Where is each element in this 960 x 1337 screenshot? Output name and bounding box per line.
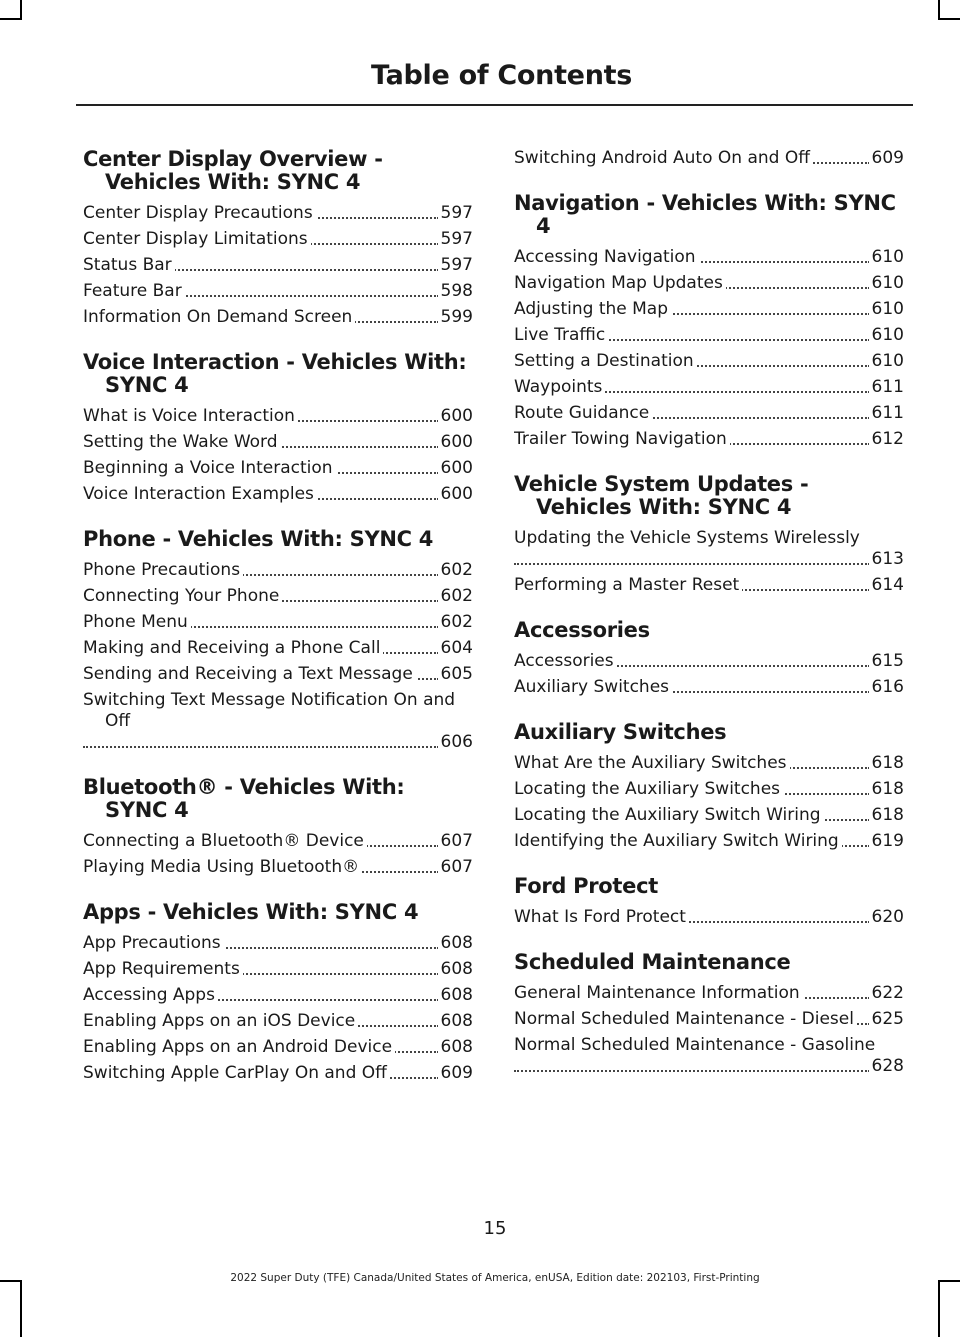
toc-entry[interactable] — [83, 458, 473, 479]
toc-entry[interactable] — [83, 831, 473, 852]
toc-entry[interactable] — [514, 377, 904, 398]
toc-entry-page: 597 — [438, 229, 473, 250]
toc-entry-label: Auxiliary Switches — [514, 677, 672, 697]
toc-entry-page: 610 — [869, 273, 904, 294]
toc-entry-label: Beginning a Voice Interaction — [83, 458, 336, 478]
toc-entry[interactable] — [514, 148, 904, 169]
dot-leader — [514, 561, 870, 565]
toc-entry[interactable] — [83, 203, 473, 224]
toc-entry-label: Center Display Limitations — [83, 229, 311, 249]
toc-entry-page: 628 — [869, 1056, 904, 1077]
section-title: Scheduled Maintenance — [514, 950, 791, 974]
toc-entry-page: 622 — [869, 983, 904, 1004]
toc-entry[interactable] — [83, 560, 473, 581]
toc-entry-page: 597 — [438, 255, 473, 276]
toc-entry[interactable] — [514, 351, 904, 372]
section-title: Voice Interaction - Vehicles With: SYNC 4 — [83, 350, 467, 397]
toc-entry-page: 609 — [438, 1063, 473, 1084]
toc-entry-label: App Precautions — [83, 933, 224, 953]
toc-entry-page: 608 — [438, 933, 473, 954]
crop-mark — [938, 1280, 940, 1337]
toc-entry[interactable] — [514, 805, 904, 826]
toc-entry-page: 618 — [869, 753, 904, 774]
toc-entry[interactable] — [514, 528, 904, 570]
crop-mark — [20, 1280, 22, 1337]
toc-entry-page: 600 — [438, 458, 473, 479]
section-title: Navigation - Vehicles With: SYNC 4 — [514, 191, 896, 238]
crop-mark — [20, 0, 22, 18]
toc-entry[interactable] — [514, 247, 904, 268]
toc-entry[interactable] — [83, 1063, 473, 1084]
toc-entry[interactable] — [83, 432, 473, 453]
toc-entry[interactable] — [83, 985, 473, 1006]
toc-entry-label: Connecting a Bluetooth® Device — [83, 831, 367, 851]
toc-section — [514, 192, 904, 450]
toc-entry-label: Trailer Towing Navigation — [514, 429, 730, 449]
toc-entry-label: Accessing Apps — [83, 985, 218, 1005]
toc-entry-label: Live Traffic — [514, 325, 608, 345]
toc-section — [514, 473, 904, 596]
toc-entry-page: 612 — [869, 429, 904, 450]
toc-entry-label: Route Guidance — [514, 403, 652, 423]
toc-section — [514, 148, 904, 169]
toc-entry-page: 600 — [438, 432, 473, 453]
toc-entry-page: 614 — [869, 575, 904, 596]
section-title: Center Display Overview - Vehicles With: SYNC 4 — [83, 147, 383, 194]
toc-entry-label: Connecting Your Phone — [83, 586, 282, 606]
toc-entry-label: Normal Scheduled Maintenance - Diesel — [514, 1009, 857, 1029]
toc-entry-label: Switching Apple CarPlay On and Off — [83, 1063, 390, 1083]
toc-entry-page: 618 — [869, 779, 904, 800]
toc-entry-page: 608 — [438, 959, 473, 980]
toc-right-column — [514, 148, 904, 1100]
toc-entry-page: 604 — [438, 638, 473, 659]
toc-section — [514, 951, 904, 1077]
crop-mark — [938, 18, 960, 20]
toc-entry-page: 599 — [438, 307, 473, 328]
toc-section — [83, 528, 473, 753]
toc-entry-label: Switching Text Message Notification On and Off — [83, 690, 456, 731]
toc-entry-page: 607 — [438, 857, 473, 878]
toc-section — [83, 776, 473, 878]
toc-entry-page: 610 — [869, 351, 904, 372]
toc-entry[interactable] — [83, 484, 473, 505]
toc-entry-label: What Is Ford Protect — [514, 907, 689, 927]
toc-entry-label: Accessing Navigation — [514, 247, 699, 267]
toc-entry-label: Setting the Wake Word — [83, 432, 281, 452]
toc-entry-page: 616 — [869, 677, 904, 698]
toc-section — [514, 875, 904, 928]
toc-entry[interactable] — [514, 983, 904, 1004]
toc-entry[interactable] — [83, 857, 473, 878]
toc-entry[interactable] — [83, 229, 473, 250]
toc-entry-label: Feature Bar — [83, 281, 185, 301]
toc-entry-label: Enabling Apps on an Android Device — [83, 1037, 395, 1057]
toc-entry-label: Status Bar — [83, 255, 175, 275]
toc-entry-label: Adjusting the Map — [514, 299, 671, 319]
toc-entry-label: Setting a Destination — [514, 351, 697, 371]
toc-entry[interactable] — [83, 586, 473, 607]
section-title: Ford Protect — [514, 874, 658, 898]
toc-entry-page: 602 — [438, 586, 473, 607]
toc-entry[interactable] — [83, 255, 473, 276]
toc-entry-page: 609 — [869, 148, 904, 169]
toc-entry-label: Phone Menu — [83, 612, 191, 632]
toc-entry-label: Sending and Receiving a Text Message — [83, 664, 416, 684]
toc-entry-page: 618 — [869, 805, 904, 826]
toc-entry[interactable] — [83, 664, 473, 685]
toc-entry-page: 610 — [869, 325, 904, 346]
toc-entry[interactable] — [83, 1011, 473, 1032]
crop-mark — [938, 0, 940, 18]
toc-section — [83, 901, 473, 1084]
toc-entry-label: Navigation Map Updates — [514, 273, 726, 293]
toc-entry[interactable] — [83, 1037, 473, 1058]
section-title: Bluetooth® - Vehicles With: SYNC 4 — [83, 775, 405, 822]
toc-entry-label: General Maintenance Information — [514, 983, 803, 1003]
toc-entry-page: 619 — [869, 831, 904, 852]
toc-entry-label: Normal Scheduled Maintenance - Gasoline — [514, 1035, 878, 1055]
toc-entry-label: Accessories — [514, 651, 617, 671]
toc-entry-page: 597 — [438, 203, 473, 224]
page-number: 15 — [483, 1218, 507, 1239]
toc-entry-page: 611 — [869, 403, 904, 424]
toc-entry-page: 611 — [869, 377, 904, 398]
toc-entry[interactable] — [514, 325, 904, 346]
toc-entry-label: Updating the Vehicle Systems Wirelessly — [514, 528, 863, 548]
toc-entry-label: Performing a Master Reset — [514, 575, 742, 595]
toc-entry-label: Locating the Auxiliary Switches — [514, 779, 783, 799]
section-title: Phone - Vehicles With: SYNC 4 — [83, 527, 434, 551]
toc-entry-page: 613 — [869, 549, 904, 570]
toc-entry[interactable] — [83, 406, 473, 427]
footer-edition-info: 2022 Super Duty (TFE) Canada/United States of America, enUSA, Edition date: 202103, First-Printing — [230, 1272, 760, 1284]
toc-entry-page: 610 — [869, 247, 904, 268]
toc-entry[interactable] — [83, 612, 473, 633]
section-title: Accessories — [514, 618, 650, 642]
toc-entry[interactable] — [514, 1035, 904, 1077]
toc-entry[interactable] — [83, 690, 473, 753]
toc-entry-page: 608 — [438, 985, 473, 1006]
toc-entry-label: Switching Android Auto On and Off — [514, 148, 813, 168]
toc-left-column — [83, 148, 473, 1107]
toc-entry-page: 602 — [438, 612, 473, 633]
toc-entry-page: 600 — [438, 406, 473, 427]
toc-entry[interactable] — [83, 959, 473, 980]
toc-entry[interactable] — [514, 273, 904, 294]
toc-entry-label: Information On Demand Screen — [83, 307, 355, 327]
toc-entry-page: 605 — [438, 664, 473, 685]
toc-entry-label: Phone Precautions — [83, 560, 243, 580]
toc-entry-label: Center Display Precautions — [83, 203, 316, 223]
toc-section — [514, 619, 904, 698]
toc-entry-page: 608 — [438, 1037, 473, 1058]
toc-entry-label: What Are the Auxiliary Switches — [514, 753, 790, 773]
toc-entry-label: Waypoints — [514, 377, 605, 397]
section-title: Apps - Vehicles With: SYNC 4 — [83, 900, 419, 924]
toc-entry-page: 615 — [869, 651, 904, 672]
toc-entry[interactable] — [83, 638, 473, 659]
toc-entry[interactable] — [514, 677, 904, 698]
toc-section — [514, 721, 904, 852]
toc-section — [83, 351, 473, 505]
toc-entry-page: 606 — [438, 732, 473, 753]
toc-entry-page: 607 — [438, 831, 473, 852]
toc-entry-page: 625 — [869, 1009, 904, 1030]
toc-entry-label: Locating the Auxiliary Switch Wiring — [514, 805, 824, 825]
header-divider — [76, 104, 913, 106]
section-title: Vehicle System Updates - Vehicles With: SYNC 4 — [514, 472, 809, 519]
toc-entry[interactable] — [514, 403, 904, 424]
toc-entry[interactable] — [83, 933, 473, 954]
toc-entry-page: 598 — [438, 281, 473, 302]
toc-entry-label: Playing Media Using Bluetooth® — [83, 857, 362, 877]
toc-entry-label: Enabling Apps on an iOS Device — [83, 1011, 358, 1031]
toc-entry-label: Voice Interaction Examples — [83, 484, 317, 504]
crop-mark — [0, 18, 22, 20]
toc-entry[interactable] — [514, 299, 904, 320]
toc-entry-page: 600 — [438, 484, 473, 505]
page-title: Table of Contents — [370, 60, 632, 91]
dot-leader — [83, 744, 439, 748]
toc-entry-label: Making and Receiving a Phone Call — [83, 638, 383, 658]
toc-entry-label: What is Voice Interaction — [83, 406, 298, 426]
toc-entry[interactable] — [83, 307, 473, 328]
toc-entry-page: 608 — [438, 1011, 473, 1032]
toc-entry-page: 602 — [438, 560, 473, 581]
dot-leader — [514, 1068, 870, 1072]
toc-entry[interactable] — [514, 1009, 904, 1030]
toc-entry[interactable] — [514, 651, 904, 672]
toc-entry[interactable] — [514, 429, 904, 450]
toc-entry[interactable] — [514, 779, 904, 800]
toc-entry[interactable] — [83, 281, 473, 302]
toc-entry[interactable] — [514, 753, 904, 774]
toc-section — [83, 148, 473, 328]
toc-entry-page: 610 — [869, 299, 904, 320]
toc-entry-label: App Requirements — [83, 959, 243, 979]
toc-entry[interactable] — [514, 831, 904, 852]
toc-entry[interactable] — [514, 575, 904, 596]
toc-entry-page: 620 — [869, 907, 904, 928]
toc-entry-label: Identifying the Auxiliary Switch Wiring — [514, 831, 842, 851]
section-title: Auxiliary Switches — [514, 720, 727, 744]
toc-entry[interactable] — [514, 907, 904, 928]
